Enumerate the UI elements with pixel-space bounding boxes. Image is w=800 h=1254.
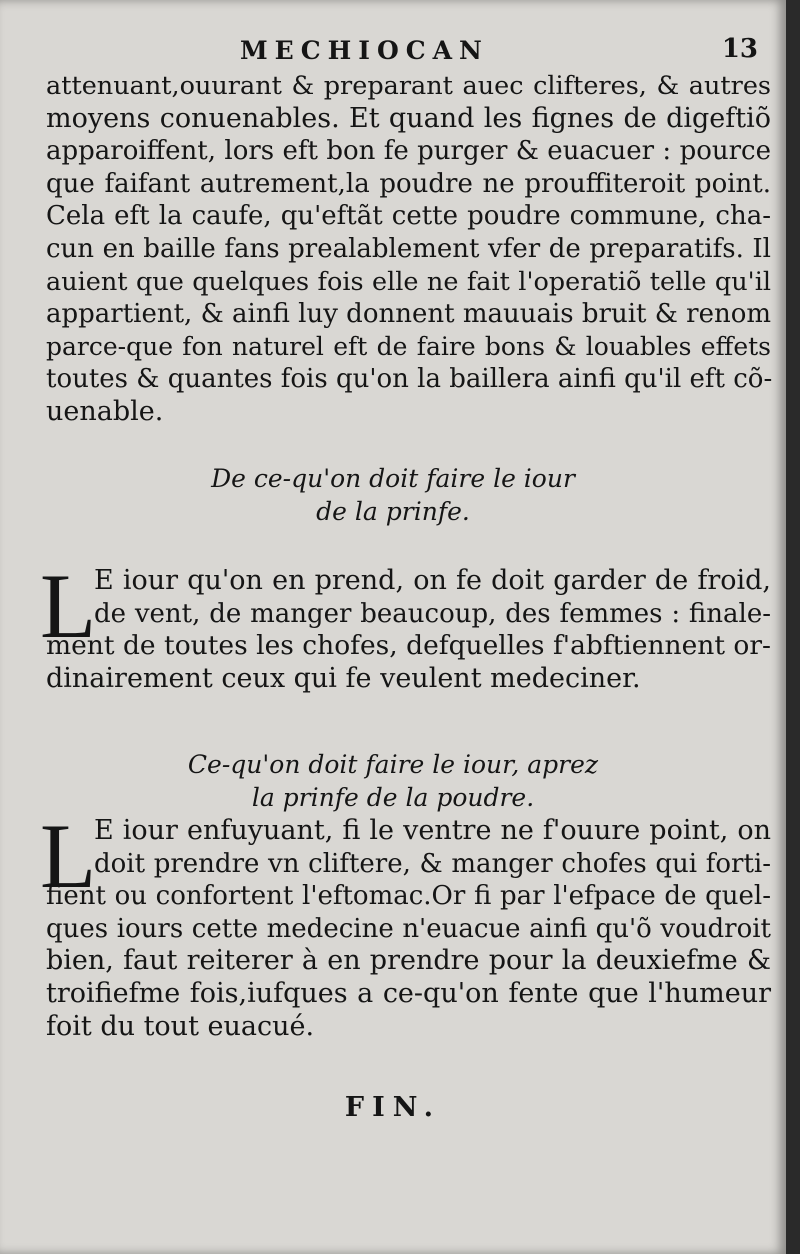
text-line: de vent, de manger beaucoup, des femmes : finale- [94, 598, 771, 629]
text-line: auient que quelques fois elle ne fait l'operatiõ telle qu'il [46, 266, 771, 297]
section-heading-1 [0, 462, 786, 528]
section-heading-2 [0, 748, 786, 814]
paragraph-2 [46, 565, 771, 695]
drop-cap: L [40, 555, 97, 657]
text-line: uenable. [46, 395, 164, 427]
heading-line: la prinfe de la poudre. [251, 783, 535, 812]
heading-line: Ce-qu'on doit faire le iour, aprez [187, 750, 599, 779]
drop-cap: L [40, 805, 97, 907]
text-line: ment de toutes les chofes, defquelles f'abftiennent or- [46, 630, 771, 662]
text-line: ques iours cette medecine n'euacue ainfi qu'õ voudroit [46, 913, 771, 944]
text-line: troifiefme fois,iufques a ce-qu'on fente que l'humeur [46, 977, 771, 1009]
text-line: E iour qu'on en prend, on fe doit garder de froid, [94, 565, 771, 596]
heading-line: de la prinfe. [316, 497, 470, 526]
text-line: Cela eft la caufe, qu'eftãt cette poudre commune, cha- [46, 201, 771, 232]
paragraph-1 [46, 70, 771, 429]
text-line: bien, faut reiterer à en prendre pour la deuxiefme & [46, 945, 771, 977]
text-line: dinairement ceux qui fe veulent medeciner. [46, 662, 641, 694]
running-title: MECHIOCAN [240, 36, 489, 65]
paragraph-3 [46, 815, 771, 1043]
page-header [0, 32, 786, 72]
text-line: appartient, & ainfi luy donnent mauuais bruit & renom [46, 299, 772, 330]
text-line: foit du tout euacué. [46, 1010, 315, 1042]
text-line: apparoiffent, lors eft bon fe purger & euacuer : pource [46, 136, 771, 167]
text-line: toutes & quantes fois qu'on la baillera ainfi qu'il eft cõ- [46, 364, 773, 395]
text-line: fient ou confortent l'eftomac.Or fi par l'efpace de quel- [46, 881, 771, 912]
text-line: que faifant autrement,la poudre ne prouffiteroit point. [46, 168, 771, 199]
page-number: 13 [721, 34, 758, 64]
text-line: parce-que fon naturel eft de faire bons & louables effets [46, 331, 771, 361]
text-line: attenuant,ouurant & preparant auec clifteres, & autres [46, 71, 771, 101]
closing-fin: FIN. [344, 1092, 442, 1123]
text-line: E iour enfuyuant, fi le ventre ne f'ouure point, on [94, 815, 771, 846]
text-line: moyens conuenables. Et quand les fignes de digeftiõ [46, 102, 771, 134]
heading-line: De ce-qu'on doit faire le iour [211, 464, 575, 493]
text-line: doit prendre vn cliftere, & manger chofes qui forti- [94, 848, 771, 879]
text-line: cun en baille fans prealablement vfer de preparatifs. Il [46, 233, 771, 264]
